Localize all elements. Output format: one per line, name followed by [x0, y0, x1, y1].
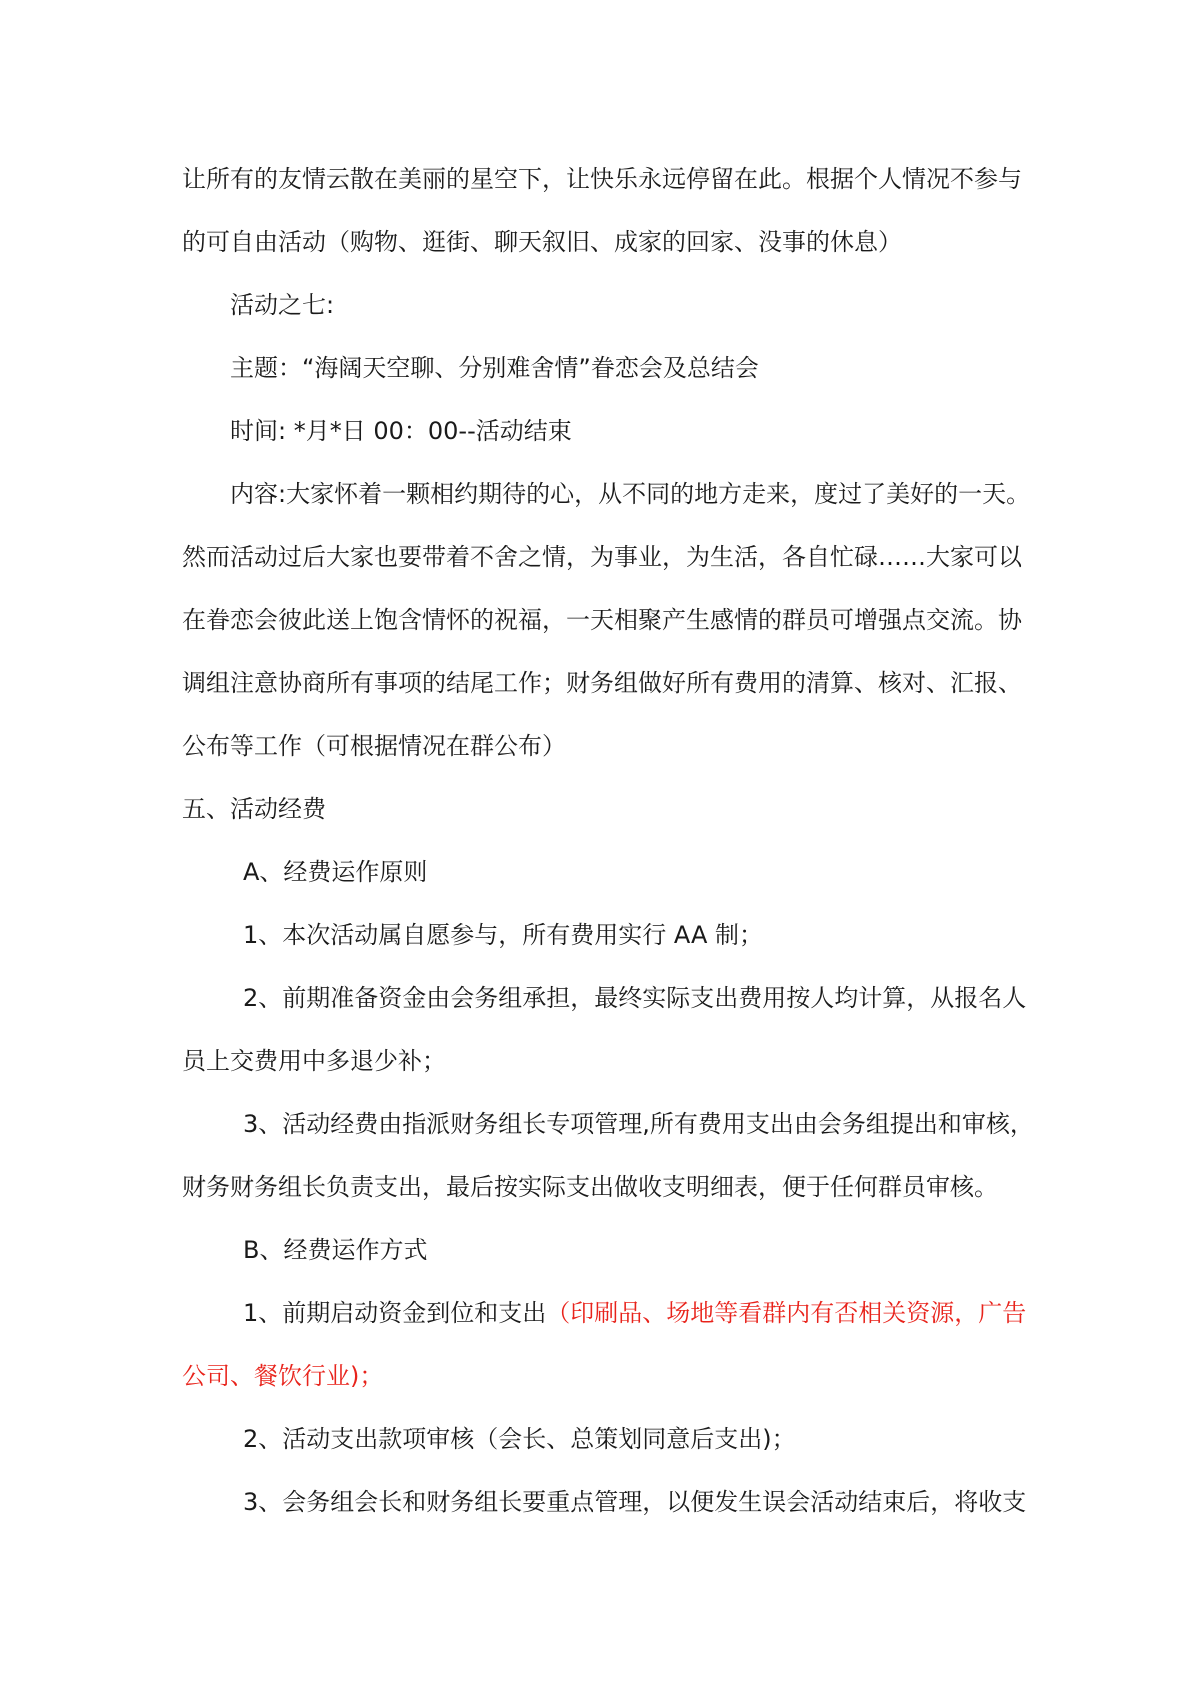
theme-line: 主题：“海阔天空聊、分别难舍情”眷恋会及总结会 [230, 354, 759, 382]
list-item [243, 1296, 1026, 1330]
time-line: 时间: *月*日 00：00--活动结束 [230, 417, 572, 445]
list-item: 3、活动经费由指派财务组长专项管理,所有费用支出由会务组提出和审核， [243, 1110, 1034, 1138]
list-item-continuation: 员上交费用中多退少补； [182, 1047, 446, 1075]
paragraph-line: 公布等工作（可根据情况在群公布） [182, 732, 566, 760]
content-line: 内容:大家怀着一颗相约期待的心，从不同的地方走来，度过了美好的一天。 [230, 480, 1031, 508]
list-item-continuation: 财务财务组长负责支出，最后按实际支出做收支明细表，便于任何群员审核。 [182, 1173, 998, 1201]
list-item: 1、本次活动属自愿参与，所有费用实行 AA 制； [243, 921, 764, 949]
paragraph-line: 然而活动过后大家也要带着不舍之情，为事业，为生活，各自忙碌……大家可以 [182, 543, 1022, 571]
list-item-text: 1、前期启动资金到位和支出 [243, 1299, 547, 1327]
subheading-methods: B、经费运作方式 [243, 1236, 428, 1264]
paragraph-line: 调组注意协商所有事项的结尾工作；财务组做好所有费用的清算、核对、汇报、 [182, 669, 1022, 697]
list-item: 2、前期准备资金由会务组承担，最终实际支出费用按人均计算，从报名人 [243, 984, 1027, 1012]
highlighted-note-continuation: 公司、餐饮行业)； [182, 1362, 384, 1390]
paragraph-line: 让所有的友情云散在美丽的星空下，让快乐永远停留在此。根据个人情况不参与 [182, 165, 1022, 193]
section-heading-activity-7: 活动之七: [230, 291, 335, 319]
list-item: 3、会务组会长和财务组长要重点管理，以便发生误会活动结束后，将收支 [243, 1488, 1027, 1516]
section-heading-funding: 五、活动经费 [182, 795, 326, 823]
subheading-principles: A、经费运作原则 [243, 858, 428, 886]
list-item: 2、活动支出款项审核（会长、总策划同意后支出)； [243, 1425, 796, 1453]
highlighted-note: （印刷品、场地等看群内有否相关资源，广告 [546, 1299, 1027, 1327]
paragraph-line: 的可自由活动（购物、逛街、聊天叙旧、成家的回家、没事的休息） [182, 228, 902, 256]
paragraph-line: 在眷恋会彼此送上饱含情怀的祝福，一天相聚产生感情的群员可增强点交流。协 [182, 606, 1022, 634]
